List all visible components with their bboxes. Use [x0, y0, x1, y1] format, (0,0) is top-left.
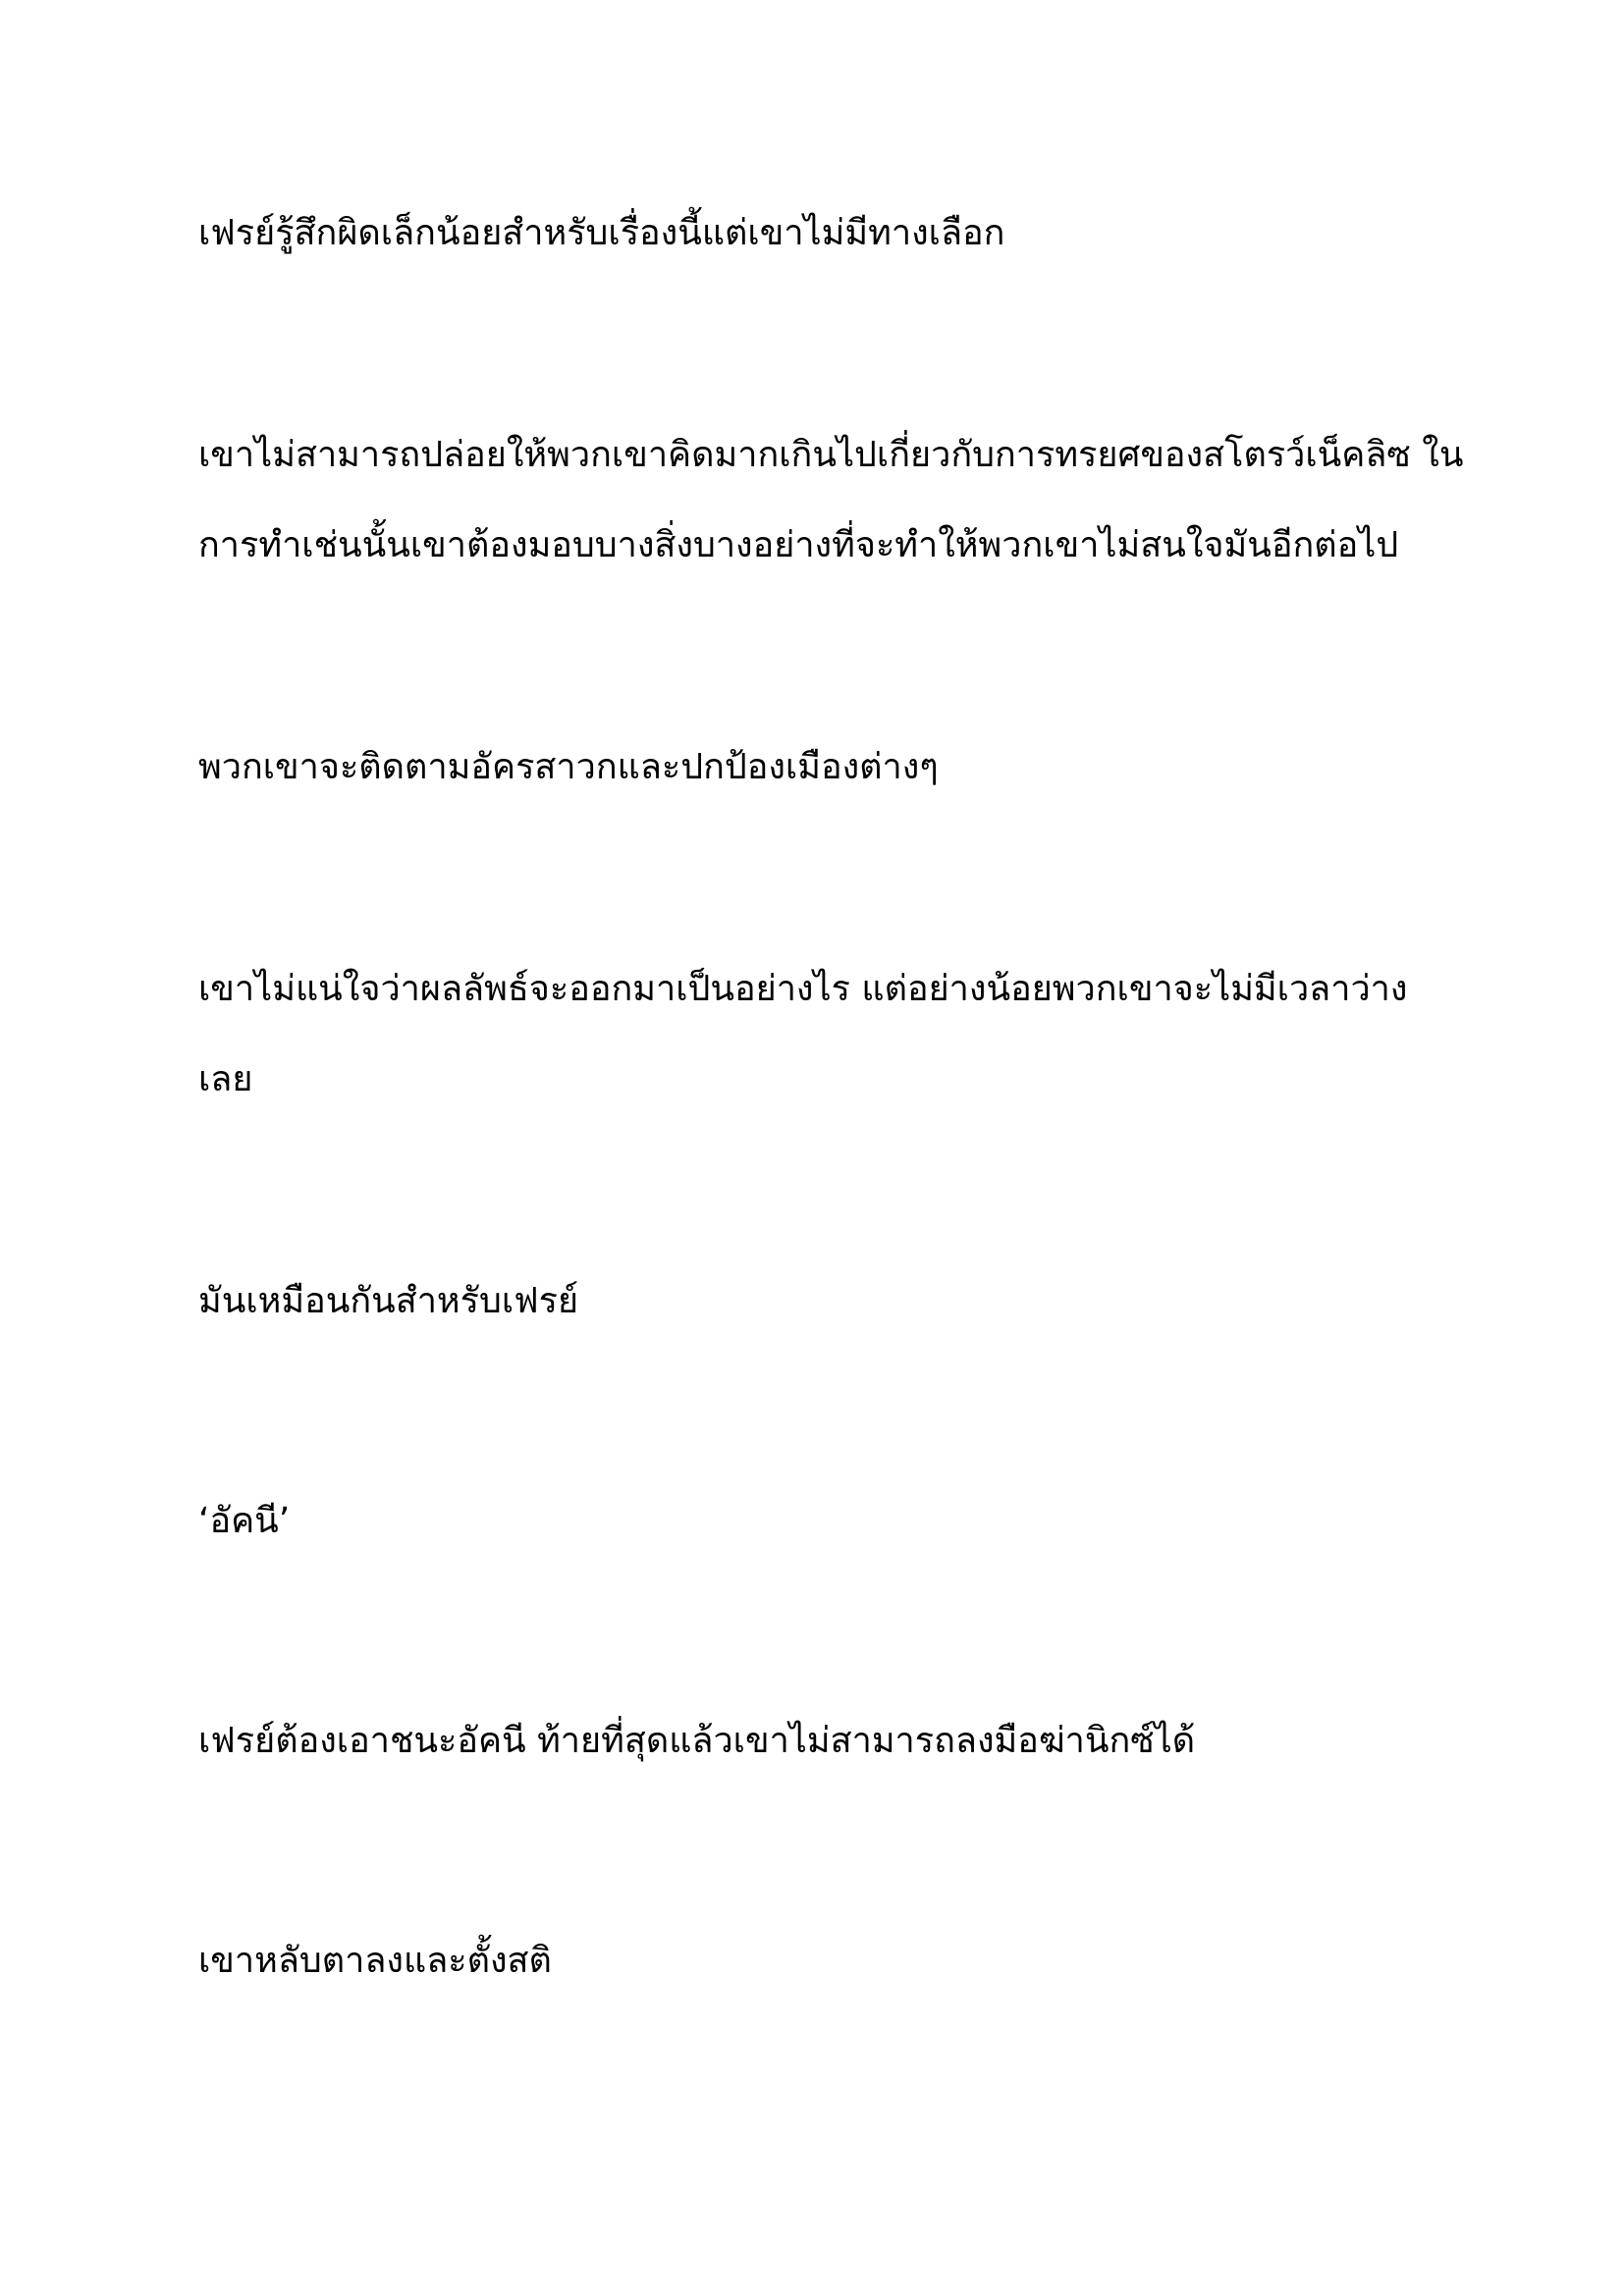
paragraph-3 — [198, 722, 1465, 813]
paragraph-line: เลย — [198, 1059, 253, 1099]
paragraph-line: เฟรย์รู้สึกผิดเล็กน้อยสำหรับเรื่องนี้แต่เขาไม่มีทางเลือก — [198, 213, 1005, 253]
paragraph-line: เขาหลับตาลงและตั้งสติ — [198, 1941, 552, 1981]
paragraph-line: ‘อัคนี’ — [198, 1501, 291, 1541]
paragraph-line: เขาไม่แน่ใจว่าผลลัพธ์จะออกมาเป็นอย่างไร แต่อย่างน้อยพวกเขาจะไม่มีเวลาว่าง — [198, 969, 1408, 1009]
paragraph-7 — [198, 1696, 1465, 1787]
paragraph-5 — [198, 1256, 1465, 1347]
paragraph-line: การทำเช่นนั้นเขาต้องมอบบางสิ่งบางอย่างที่จะทำให้พวกเขาไม่สนใจมันอีกต่อไป — [198, 525, 1399, 565]
paragraph-1 — [198, 188, 1465, 279]
paragraph-8 — [198, 1916, 1465, 2006]
paragraph-4 — [198, 944, 1465, 1125]
paragraph-line: พวกเขาจะติดตามอัครสาวกและปกป้องเมืองต่างๆ — [198, 747, 939, 787]
paragraph-line: เขาไม่สามารถปล่อยให้พวกเขาคิดมากเกินไปเกี่ยวกับการทรยศของสโตรว์เน็คลิซ ใน — [198, 435, 1464, 475]
paragraph-line: เฟรย์ต้องเอาชนะอัคนี ท้ายที่สุดแล้วเขาไม่สามารถลงมือฆ่านิกซ์ได้ — [198, 1721, 1196, 1761]
paragraph-line: มันเหมือนกันสำหรับเฟรย์ — [198, 1281, 579, 1321]
paragraph-2 — [198, 410, 1465, 591]
paragraph-6 — [198, 1476, 1465, 1567]
